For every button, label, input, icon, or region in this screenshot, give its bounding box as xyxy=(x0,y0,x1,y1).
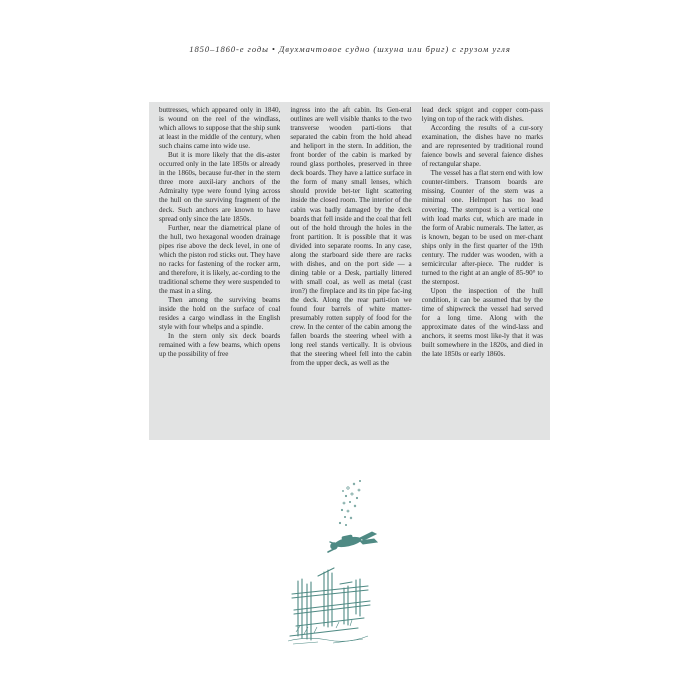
paragraph: Then among the surviving beams inside the hold on the surface of coal resides a cargo windlass in the English style with four whelps and a spindle. xyxy=(159,295,281,332)
diver-wreck-illustration xyxy=(288,476,398,646)
paragraph: But it is more likely that the dis-aster occurred only in the late 1850s or already in the 1860s, because fur-ther in the stern three more auxil-iary anchors of the Admiralty type were found lying across the hull on the surviving fragment of the deck. Such anchors are known to have spread only since the late 1850s. xyxy=(159,151,281,223)
paragraph: In the stern only six deck boards remained with a few beams, which opens up the possibility of free xyxy=(159,332,281,359)
paragraph: Upon the inspection of the hull condition, it can be assumed that by the time of shipwreck the vessel had served for a long time. Along with the approximate dates of the wind-lass and anchors, it seems most like-ly that it was built somewhere in the 1820s, and died in the late 1850s or early 1860s. xyxy=(421,286,543,359)
running-header: 1850–1860-е годы • Двухмачтовое судно (шхуна или бриг) с грузом угля xyxy=(189,44,511,54)
bubbles xyxy=(339,480,361,525)
paragraph: buttresses, which appeared only in 1840, is wound on the reel of the windlass, which allows to suppose that the ship sunk at least in the middle of the century, when such chains came into wide use. xyxy=(159,106,281,151)
diver xyxy=(328,532,377,552)
article-text-panel xyxy=(149,102,550,440)
paragraph: Further, near the diametrical plane of the hull, two hexagonal wooden drainage pipes rise above the deck level, in one of which the piston rod sticks out. They have no racks for fastening of the rocker arm, and therefore, it is likely, ac-cording to the traditional scheme they were suspended to the mast in a sling. xyxy=(159,223,281,295)
text-column-1 xyxy=(159,106,280,440)
diver-wreck-sketch xyxy=(288,476,398,646)
wreck-timbers xyxy=(290,568,370,640)
paragraph: The vessel has a flat stern end with low counter-timbers. Transom boards are missing. Counter of the stern was a minimal one. Helmport has no lead covering. The sternpost is a vertical one with load marks cut, which are made in the form of Arabic numerals. The latter, as is known, began to be used on mer-chant ships only in the first quarter of the 19th century. The rudder was wooden, with a semicircular after-piece. The rudder is turned to the right at an angle of 85-90° to the sternpost. xyxy=(421,169,543,286)
paragraph: lead deck spigot and copper com-pass lying on top of the rack with dishes. xyxy=(421,106,543,124)
text-column-3 xyxy=(422,106,543,440)
paragraph: ingress into the aft cabin. Its Gen-eral outlines are well visible thanks to the two transverse wooden parti-tions that separated the cabin from the hold ahead and heliport in the stern. In addition, the front border of the cabin is marked by round glass portholes, preserved in three deck boards. They have a lattice surface in the form of many small lenses, which should provide bet-ter light scattering inside the closed room. The interior of the cabin was badly damaged by the deck boards that fell inside and the coal that fell out of the hold through the holes in the front partition. It is possible that it was divided into separate rooms. In any case, along the starboard side there are racks with dishes, and on the port side — a dining table or a Desk, partially littered with small coal, as well as metal (cast iron?) the fireplace and its tin pipe fac-ing the deck. Along the rear parti-tion we found four barrels of white matter-presumably rotten supply of food for the crew. In the center of the cabin among the fallen boards the steering wheel with a long reel stands vertically. It is obvious that the steering wheel fell into the cabin from the upper deck, as well as the xyxy=(290,106,412,368)
text-column-2 xyxy=(290,106,411,440)
paragraph: According the results of a cur-sory examination, the dishes have no marks and are represented by traditional round faience bowls and several faience dishes of rectangular shape. xyxy=(421,124,543,169)
